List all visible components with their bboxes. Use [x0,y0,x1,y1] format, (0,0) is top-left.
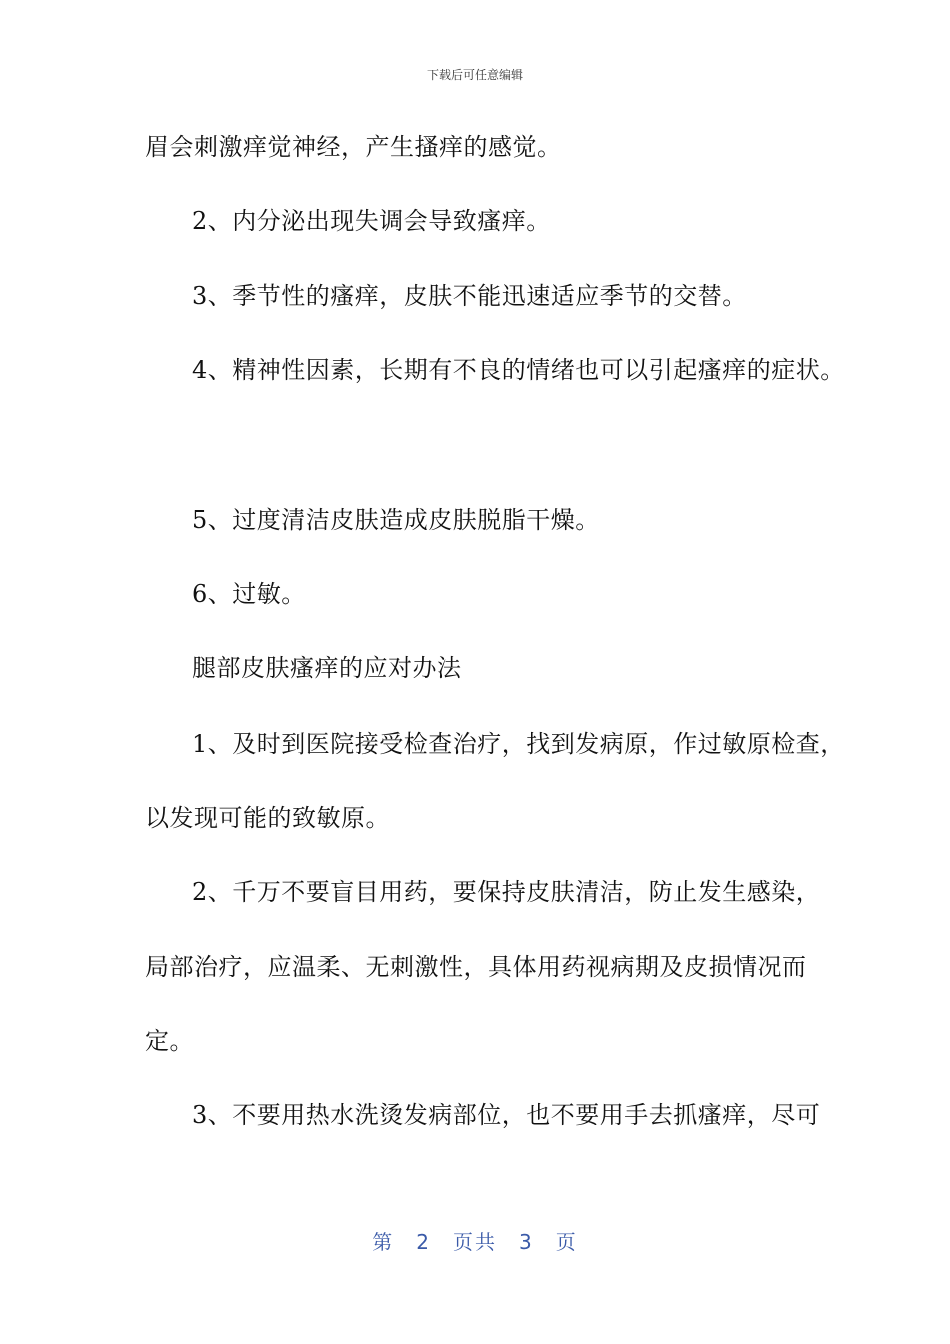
text-line-12: 定。 [145,1027,194,1055]
text-line-9: 以发现可能的致敏原。 [145,804,390,832]
footer-middle: 页共 [453,1230,497,1254]
text-line-8: 1、及时到医院接受检查治疗，找到发病原，作过敏原检查， [192,730,845,758]
text-line-2: 2、内分泌出现失调会导致瘙痒。 [192,207,551,235]
footer-total-pages: 3 [519,1230,534,1254]
text-line-6: 6、过敏。 [192,580,306,608]
footer-suffix: 页 [555,1230,578,1254]
text-line-11: 局部治疗，应温柔、无刺激性，具体用药视病期及皮损情况而 [145,953,807,981]
footer-current-page: 2 [416,1230,431,1254]
text-line-10: 2、千万不要盲目用药，要保持皮肤清洁，防止发生感染， [192,878,821,906]
text-line-3: 3、季节性的瘙痒，皮肤不能迅速适应季节的交替。 [192,282,747,310]
page-footer [0,1226,950,1255]
text-line-1: 眉会刺激痒觉神经，产生搔痒的感觉。 [145,133,562,161]
page-header: 下载后可任意编辑 [426,68,523,82]
footer-prefix: 第 [372,1230,395,1254]
text-line-13: 3、不要用热水洗烫发病部位，也不要用手去抓瘙痒，尽可 [192,1101,821,1129]
text-line-5: 5、过度清洁皮肤造成皮肤脱脂干燥。 [192,506,600,534]
section-heading: 腿部皮肤瘙痒的应对办法 [192,654,462,682]
text-line-4: 4、精神性因素，长期有不良的情绪也可以引起瘙痒的症状。 [192,356,845,384]
